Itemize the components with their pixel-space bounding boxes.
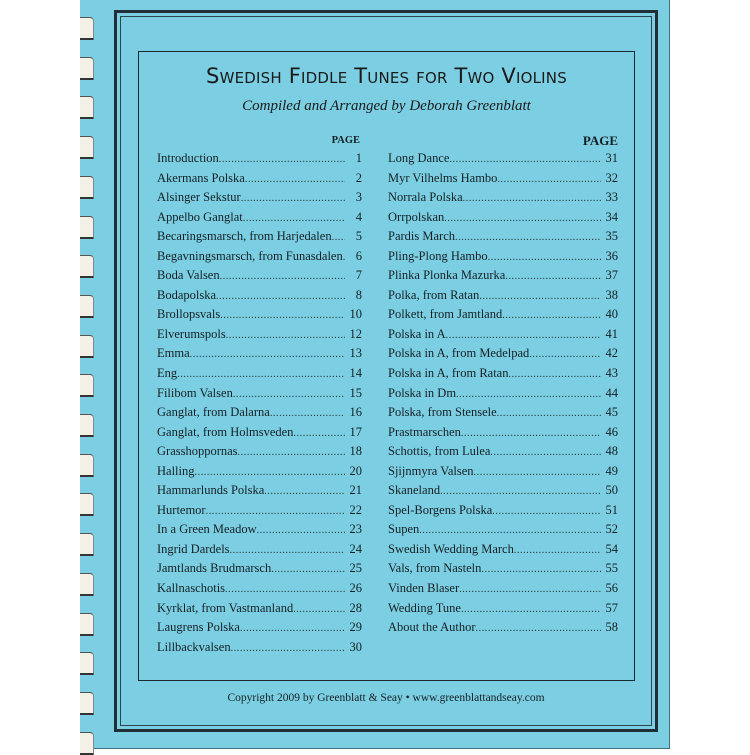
- toc-entry-title: Appelbo Ganglat: [157, 209, 243, 224]
- toc-entry-page: 6: [355, 248, 362, 263]
- spiral-ring: [80, 493, 94, 516]
- toc-entry: [388, 444, 618, 464]
- toc-entry-title: Polska in A: [388, 326, 446, 341]
- toc-entry-title: Orrpolskan: [388, 209, 445, 224]
- toc-entry-title: Plinka Plonka Mazurka: [388, 268, 506, 283]
- toc-entry-title: Long Dance: [388, 151, 450, 165]
- toc-entry: [157, 327, 362, 347]
- toc-entry: [388, 327, 618, 347]
- toc-entry-title: Pling-Plong Hambo: [388, 248, 488, 263]
- toc-entry-title: Becaringsmarsch, from Harjedalen: [157, 229, 332, 244]
- toc-entry-page: 23: [349, 522, 362, 537]
- spiral-ring: [80, 652, 94, 675]
- dot-leader: [332, 232, 345, 243]
- toc-entry-page: 16: [349, 405, 362, 420]
- dot-leader: [474, 467, 601, 478]
- toc-entry: [388, 522, 618, 542]
- spiral-binding: [80, 0, 100, 748]
- toc-entry-page: 50: [605, 483, 618, 498]
- toc-entry-page: 1: [355, 151, 362, 165]
- toc-entry-title: Ganglat, from Dalarna: [157, 405, 270, 420]
- dot-leader: [502, 310, 601, 321]
- dot-leader: [479, 291, 601, 302]
- toc-entry-title: Begavningsmarsch, from Funasdalen: [157, 248, 343, 263]
- toc-entry-page: 5: [355, 229, 362, 244]
- toc-entry: [157, 522, 362, 542]
- toc-list-left: [157, 151, 362, 659]
- dot-leader: [488, 252, 601, 263]
- toc-entry-page: 54: [605, 541, 618, 556]
- toc-entry: [388, 346, 618, 366]
- spiral-ring: [80, 295, 94, 318]
- toc-entry: [388, 366, 618, 386]
- dot-leader: [529, 349, 601, 360]
- toc-entry-title: Supen: [388, 522, 420, 537]
- toc-entry: [388, 249, 618, 269]
- toc-entry: [388, 386, 618, 406]
- dot-leader: [514, 545, 601, 556]
- toc-entry-page: 42: [605, 346, 618, 361]
- toc-entry-title: Schottis, from Lulea: [388, 444, 491, 459]
- dot-leader: [231, 643, 345, 654]
- toc-entry-page: 55: [605, 561, 618, 576]
- toc-entry-title: Grasshoppornas: [157, 444, 238, 459]
- toc-entry-page: 18: [349, 444, 362, 459]
- dot-leader: [225, 584, 345, 595]
- toc-entry: [157, 444, 362, 464]
- toc-entry-page: 41: [605, 326, 618, 341]
- toc-entry-page: 48: [605, 444, 618, 459]
- spiral-ring: [80, 216, 94, 239]
- toc-entry-page: 24: [349, 541, 362, 556]
- toc-entry: [157, 210, 362, 230]
- spiral-ring: [80, 454, 94, 477]
- toc-entry: [157, 581, 362, 601]
- dot-leader: [216, 291, 345, 302]
- dot-leader: [492, 506, 601, 517]
- toc-entry-page: 25: [349, 561, 362, 576]
- toc-entry-title: Filibom Valsen: [157, 385, 233, 400]
- dot-leader: [508, 369, 601, 380]
- dot-leader: [490, 447, 601, 458]
- toc-entry-title: Prastmarschen: [388, 424, 461, 439]
- toc-entry: [388, 503, 618, 523]
- toc-entry: [388, 288, 618, 308]
- spiral-ring: [80, 573, 94, 596]
- dot-leader: [226, 330, 345, 341]
- toc-entry-page: 57: [605, 600, 618, 615]
- toc-entry: [388, 405, 618, 425]
- spiral-ring: [80, 17, 94, 40]
- toc-entry: [157, 601, 362, 621]
- toc-entry: [388, 561, 618, 581]
- dot-leader: [195, 467, 346, 478]
- toc-entry-title: Skaneland: [388, 483, 441, 498]
- toc-entry: [157, 171, 362, 191]
- dot-leader: [233, 389, 345, 400]
- toc-entry-page: 46: [605, 424, 618, 439]
- toc-entry-title: Ganglat, from Holmsveden: [157, 424, 294, 439]
- toc-entry-title: Boda Valsen: [157, 268, 220, 283]
- dot-leader: [293, 428, 345, 439]
- toc-entry: [388, 464, 618, 484]
- dot-leader: [177, 369, 345, 380]
- dot-leader: [446, 330, 601, 341]
- toc-entry-title: Elverumspols: [157, 326, 226, 341]
- toc-entry: [388, 307, 618, 327]
- toc-entry-page: 32: [605, 170, 618, 185]
- dot-leader: [481, 564, 601, 575]
- toc-entry-title: Vals, from Nasteln: [388, 561, 482, 576]
- toc-entry: [388, 483, 618, 503]
- copyright-footer: Copyright 2009 by Greenblatt & Seay • www.greenblattandseay.com: [227, 692, 545, 704]
- toc-entry-page: 2: [355, 170, 362, 185]
- toc-entry-page: 30: [349, 639, 362, 654]
- toc-entry-page: 17: [349, 424, 362, 439]
- toc-entry-page: 40: [605, 307, 618, 322]
- dot-leader: [257, 525, 345, 536]
- toc-entry-title: Norrala Polska: [388, 190, 463, 205]
- toc-entry-page: 29: [349, 620, 362, 635]
- toc-entry-title: Spel-Borgens Polska: [388, 502, 493, 517]
- toc-entry-page: 4: [355, 209, 362, 224]
- toc-entry: [388, 151, 618, 171]
- toc-entry: [157, 366, 362, 386]
- toc-entry-page: 58: [605, 620, 618, 635]
- book-subtitle: Compiled and Arranged by Deborah Greenblatt: [242, 98, 531, 114]
- toc-entry-title: Swedish Wedding March: [388, 541, 514, 556]
- toc-entry: [388, 268, 618, 288]
- toc-entry: [157, 190, 362, 210]
- toc-entry-title: Akermans Polska: [157, 170, 245, 185]
- toc-entry: [157, 425, 362, 445]
- toc-entry-page: 14: [349, 366, 362, 381]
- toc-entry-title: Pardis March: [388, 229, 455, 244]
- toc-entry-page: 37: [605, 268, 618, 283]
- toc-entry-title: Vinden Blaser: [388, 581, 460, 596]
- toc-entry: [157, 640, 362, 660]
- spiral-ring: [80, 136, 94, 159]
- dot-leader: [444, 213, 601, 224]
- spiral-ring: [80, 335, 94, 358]
- toc-entry: [157, 386, 362, 406]
- toc-entry: [157, 229, 362, 249]
- toc-entry-title: Halling: [157, 463, 195, 478]
- toc-entry: [157, 307, 362, 327]
- dot-leader: [461, 604, 601, 615]
- toc-entry-page: 56: [605, 581, 618, 596]
- toc-entry: [388, 190, 618, 210]
- spiral-ring: [80, 732, 94, 755]
- toc-entry-title: Polska in Dm: [388, 385, 457, 400]
- toc-entry-title: Bodapolska: [157, 287, 217, 302]
- toc-entry-page: 33: [605, 190, 618, 205]
- dot-leader: [293, 604, 345, 615]
- toc-entry: [157, 464, 362, 484]
- toc-entry: [157, 288, 362, 308]
- toc-entry: [157, 249, 362, 269]
- toc-entry-title: About the Author: [388, 620, 476, 635]
- toc-entry-page: 45: [605, 405, 618, 420]
- toc-entry: [157, 405, 362, 425]
- toc-entry-title: Polska, from Stensele: [388, 405, 497, 420]
- toc-entry-title: Hammarlunds Polska: [157, 483, 265, 498]
- toc-entry-title: Brollopsvals: [157, 307, 221, 322]
- spiral-ring: [80, 96, 94, 119]
- toc-entry-title: Lillbackvalsen: [157, 639, 231, 654]
- dot-leader: [449, 154, 601, 165]
- toc-entry-title: In a Green Meadow: [157, 522, 257, 537]
- dot-leader: [455, 232, 601, 243]
- toc-entry-title: Polkett, from Jamtland: [388, 307, 503, 322]
- toc-entry-title: Alsinger Sekstur: [157, 190, 241, 205]
- toc-entry-page: 15: [349, 385, 362, 400]
- toc-entry-page: 34: [605, 209, 618, 224]
- toc-entry-title: Sjijnmyra Valsen: [388, 463, 474, 478]
- toc-entry: [388, 425, 618, 445]
- dot-leader: [220, 271, 345, 282]
- toc-entry: [157, 346, 362, 366]
- dot-leader: [270, 408, 345, 419]
- dot-leader: [440, 486, 601, 497]
- toc-entry-page: 49: [605, 463, 618, 478]
- spiral-ring: [80, 692, 94, 715]
- toc-column-left: [157, 134, 362, 659]
- toc-entry-page: 10: [349, 307, 362, 322]
- toc-entry-title: Introduction: [157, 151, 219, 165]
- toc-entry: [388, 601, 618, 621]
- toc-entry: [157, 561, 362, 581]
- dot-leader: [230, 545, 345, 556]
- toc-entry-title: Polska in A, from Ratan: [388, 366, 509, 381]
- dot-leader: [459, 584, 601, 595]
- dot-leader: [497, 408, 601, 419]
- dot-leader: [461, 428, 601, 439]
- toc-entry-page: 43: [605, 366, 618, 381]
- toc-entry-title: Jamtlands Brudmarsch: [157, 561, 272, 576]
- dot-leader: [419, 525, 601, 536]
- toc-entry-page: 8: [355, 287, 362, 302]
- toc-entry-title: Emma: [157, 346, 190, 361]
- dot-leader: [190, 349, 345, 360]
- toc-entry: [157, 620, 362, 640]
- toc-entry-page: 12: [349, 326, 362, 341]
- page-column-header: PAGE: [331, 135, 360, 146]
- toc-entry: [388, 542, 618, 562]
- page-column-header: PAGE: [582, 133, 618, 148]
- toc-entry-title: Wedding Tune: [388, 600, 461, 615]
- toc-entry-page: 52: [605, 522, 618, 537]
- toc-entry-title: Polka, from Ratan: [388, 287, 480, 302]
- dot-leader: [240, 623, 345, 634]
- toc-entry-page: 3: [355, 190, 362, 205]
- dot-leader: [264, 486, 345, 497]
- toc-entry-page: 38: [605, 287, 618, 302]
- spiral-ring: [80, 533, 94, 556]
- toc-entry: [157, 503, 362, 523]
- toc-entry-page: 20: [349, 463, 362, 478]
- toc-entry-page: 22: [349, 502, 362, 517]
- toc-entry-title: Myr Vilhelms Hambo: [388, 170, 498, 185]
- dot-leader: [456, 389, 601, 400]
- dot-leader: [505, 271, 601, 282]
- dot-leader: [241, 193, 345, 204]
- dot-leader: [238, 447, 345, 458]
- dot-leader: [497, 174, 601, 185]
- toc-entry: [157, 542, 362, 562]
- spiral-ring: [80, 255, 94, 278]
- toc-list-right: [388, 151, 618, 640]
- dot-leader: [219, 154, 345, 165]
- spiral-ring: [80, 374, 94, 397]
- toc-entry-page: 21: [349, 483, 362, 498]
- spiral-ring: [80, 613, 94, 636]
- toc-entry-page: 35: [605, 229, 618, 244]
- spiral-ring: [80, 176, 94, 199]
- toc-entry-page: 31: [605, 151, 618, 165]
- dot-leader: [243, 213, 345, 224]
- toc-entry: [157, 483, 362, 503]
- toc-entry-page: 7: [355, 268, 362, 283]
- toc-entry-page: 28: [349, 600, 362, 615]
- dot-leader: [271, 564, 345, 575]
- toc-entry-title: Hurtemor: [157, 502, 206, 517]
- toc-entry-page: 44: [605, 385, 618, 400]
- toc-entry: [388, 210, 618, 230]
- dot-leader: [463, 193, 601, 204]
- toc-entry-page: 26: [349, 581, 362, 596]
- dot-leader: [220, 310, 345, 321]
- toc-entry: [388, 581, 618, 601]
- toc-entry-title: Eng: [157, 366, 178, 381]
- toc-entry: [388, 171, 618, 191]
- toc-entry-title: Polska in A, from Medelpad: [388, 346, 530, 361]
- dot-leader: [206, 506, 345, 517]
- toc-entry: [157, 151, 362, 171]
- toc-entry-title: Ingrid Dardels: [157, 541, 230, 556]
- toc-entry: [388, 229, 618, 249]
- toc-entry-page: 51: [605, 502, 618, 517]
- toc-entry: [388, 620, 618, 640]
- toc-column-right: [388, 134, 618, 640]
- spiral-ring: [80, 414, 94, 437]
- dot-leader: [245, 174, 345, 185]
- toc-entry: [157, 268, 362, 288]
- spiral-ring: [80, 57, 94, 80]
- dot-leader: [476, 623, 602, 634]
- toc-entry-title: Kallnaschotis: [157, 581, 226, 596]
- toc-entry-title: Laugrens Polska: [157, 620, 240, 635]
- toc-entry-title: Kyrklat, from Vastmanland: [157, 600, 294, 615]
- toc-entry-page: 13: [349, 346, 362, 361]
- toc-entry-page: 36: [605, 248, 618, 263]
- book-title: Swedish Fiddle Tunes for Two Violins: [206, 64, 567, 88]
